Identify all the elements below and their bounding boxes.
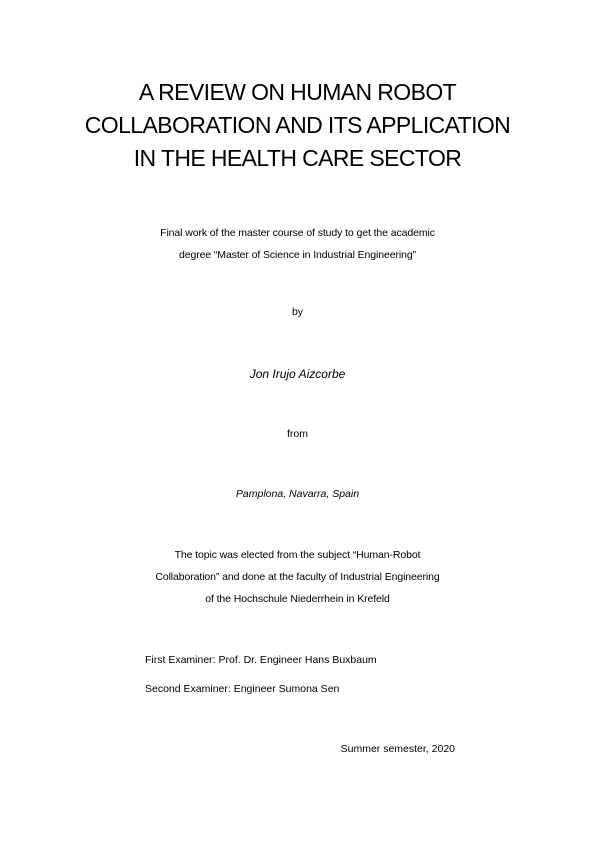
topic-statement-line-2: Collaboration” and done at the faculty of Industrial Engineering — [155, 571, 440, 583]
semester-date: Summer semester, 2020 — [340, 743, 455, 755]
topic-statement-line-3: of the Hochschule Niederrhein in Krefeld — [205, 593, 390, 605]
author-name: Jon Irujo Aizcorbe — [249, 367, 346, 381]
by-label: by — [291, 306, 304, 318]
degree-statement-line-2: degree “Master of Science in Industrial Engineering” — [178, 249, 416, 261]
topic-statement — [60, 544, 535, 610]
document-title — [40, 76, 555, 175]
topic-statement-line-1: The topic was elected from the subject “Human-Robot — [174, 549, 421, 561]
author-origin: Pamplona, Navarra, Spain — [235, 488, 360, 500]
title-line-3: IN THE HEALTH CARE SECTOR — [133, 145, 462, 171]
second-examiner: Second Examiner: Engineer Sumona Sen — [145, 683, 340, 695]
degree-statement-line-1: Final work of the master course of study to get the academic — [160, 227, 435, 239]
from-label: from — [287, 428, 308, 440]
first-examiner: First Examiner: Prof. Dr. Engineer Hans Buxbaum — [145, 654, 377, 666]
title-line-1: A REVIEW ON HUMAN ROBOT — [138, 79, 457, 105]
degree-statement — [60, 222, 535, 266]
title-line-2: COLLABORATION AND ITS APPLICATION — [84, 112, 511, 138]
